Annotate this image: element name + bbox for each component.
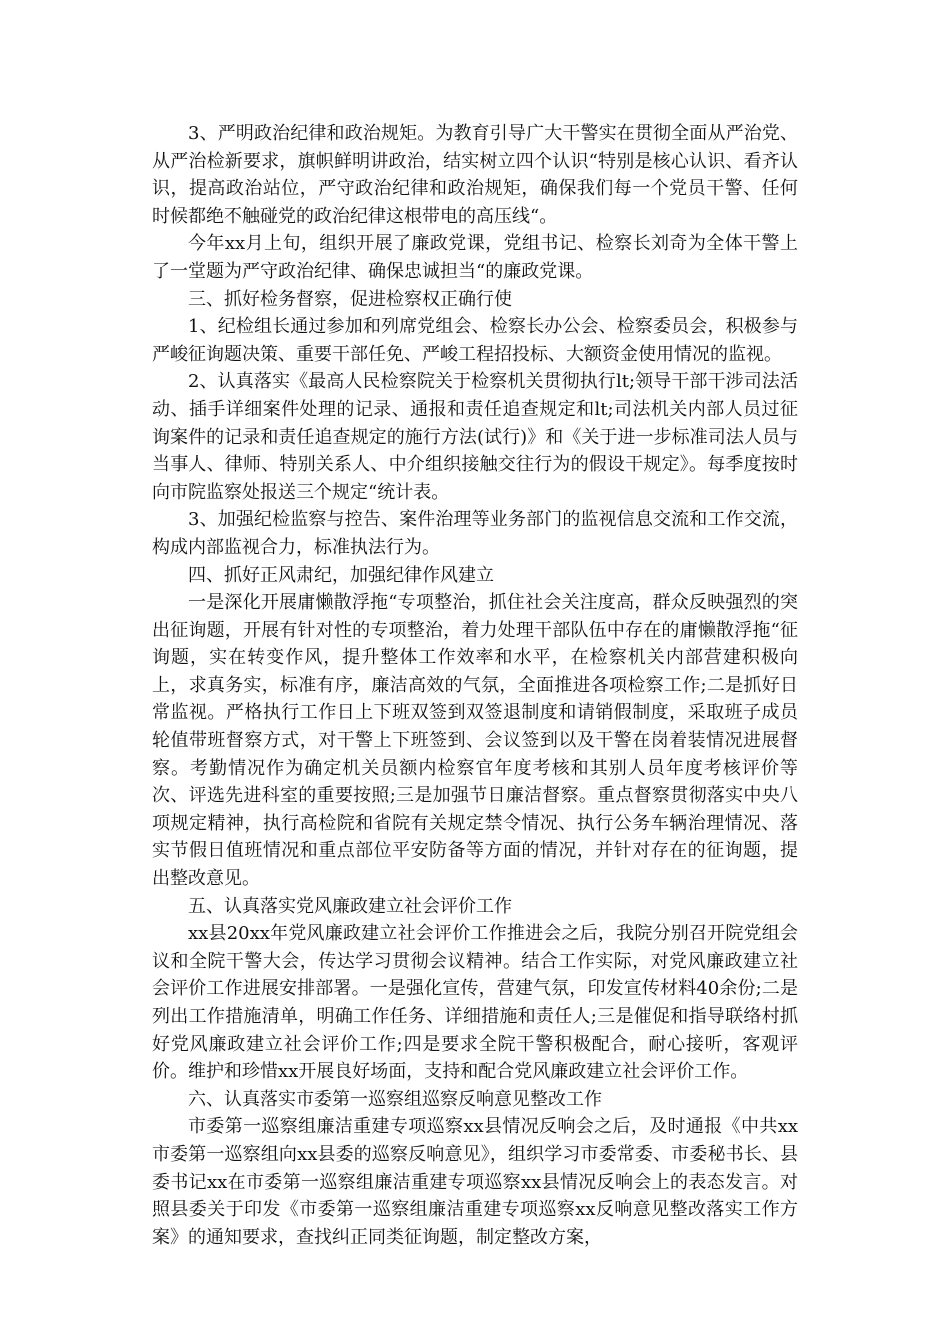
document-body xyxy=(152,120,798,1251)
paragraph-patrol: 市委第一巡察组廉洁重建专项巡察xx县情况反响会之后，及时通报《中共xx市委第一巡察组向xx县委的巡察反响意见》，组织学习市委常委、市委秘书长、县委书记xx在市委第一巡察组廉洁重建专项巡察xx县情况反响会上的表态发言。对照县委关于印发《市委第一巡察组廉洁重建专项巡察xx反响意见整改落实工作方案》的通知要求，查找纠正同类征询题，制定整改方案， xyxy=(152,1116,798,1248)
paragraph-inspection-3: 3、加强纪检监察与控告、案件治理等业务部门的监视信息交流和工作交流，构成内部监视合力，标准执法行为。 xyxy=(152,509,798,558)
paragraph-evaluation: xx县20xx年党风廉政建立社会评价工作推进会之后，我院分别召开院党组会议和全院干警大会，传达学习贯彻会议精神。结合工作实际，对党风廉政建立社会评价工作进展安排部署。一是强化宣传，营建气氛，印发宣传材料40余份;二是列出工作措施清单，明确工作任务、详细措施和责任人;三是催促和指导联络村抓好党风廉政建立社会评价工作;四是要求全院干警积极配合，耐心接听，客观评价。维护和珍惜xx开展良好场面，支持和配合党风廉政建立社会评价工作。 xyxy=(152,923,798,1083)
paragraph-inspection-2: 2、认真落实《最高人民检察院关于检察机关贯彻执行lt;领导干部干涉司法活动、插手详细案件处理的记录、通报和责任追查规定和lt;司法机关内部人员过征询案件的记录和责任追查规定的施行方法(试行)》和《关于进一步标准司法人员与当事人、律师、特别关系人、中介组织接触交往行为的假设干规定》。每季度按时向市院监察处报送三个规定“统计表。 xyxy=(152,371,798,503)
section-heading-style: 四、抓好正风肃纪，加强纪律作风建立 xyxy=(188,564,494,586)
paragraph-discipline-rules: 3、严明政治纪律和政治规矩。为教育引导广大干警实在贯彻全面从严治党、从严治检新要求，旗帜鲜明讲政治，结实树立四个认识“特别是核心认识、看齐认识，提高政治站位，严守政治纪律和政治规矩，确保我们每一个党员干警、任何时候都绝不触碰党的政治纪律这根带电的高压线“。 xyxy=(152,123,798,227)
paragraph-integrity-lecture: 今年xx月上旬，组织开展了廉政党课，党组书记、检察长刘奇为全体干警上了一堂题为严守政治纪律、确保忠诚担当“的廉政党课。 xyxy=(152,233,798,282)
paragraph-inspection-1: 1、纪检组长通过参加和列席党组会、检察长办公会、检察委员会，积极参与严峻征询题决策、重要干部任免、严峻工程招投标、大额资金使用情况的监视。 xyxy=(152,316,798,365)
section-heading-inspection: 三、抓好检务督察，促进检察权正确行使 xyxy=(188,288,512,310)
section-heading-patrol: 六、认真落实市委第一巡察组巡察反响意见整改工作 xyxy=(188,1088,602,1110)
paragraph-style-rectification: 一是深化开展庸懒散浮拖“专项整治，抓住社会关注度高，群众反映强烈的突出征询题，开展有针对性的专项整治，着力处理干部队伍中存在的庸懒散浮拖“征询题，实在转变作风，提升整体工作效率和水平，在检察机关内部营建积极向上，求真务实，标准有序，廉洁高效的气氛，全面推进各项检察工作;二是抓好日常监视。严格执行工作日上下班双签到双签退制度和请销假制度，采取班子成员轮值带班督察方式，对干警上下班签到、会议签到以及干警在岗着装情况进展督察。考勤情况作为确定机关员额内检察官年度考核和其别人员年度考核评价等次、评选先进科室的重要按照;三是加强节日廉洁督察。重点督察贯彻落实中央八项规定精神，执行高检院和省院有关规定禁令情况、执行公务车辆治理情况、落实节假日值班情况和重点部位平安防备等方面的情况，并针对存在的征询题，提出整改意见。 xyxy=(152,592,798,890)
section-heading-evaluation: 五、认真落实党风廉政建立社会评价工作 xyxy=(188,895,512,917)
